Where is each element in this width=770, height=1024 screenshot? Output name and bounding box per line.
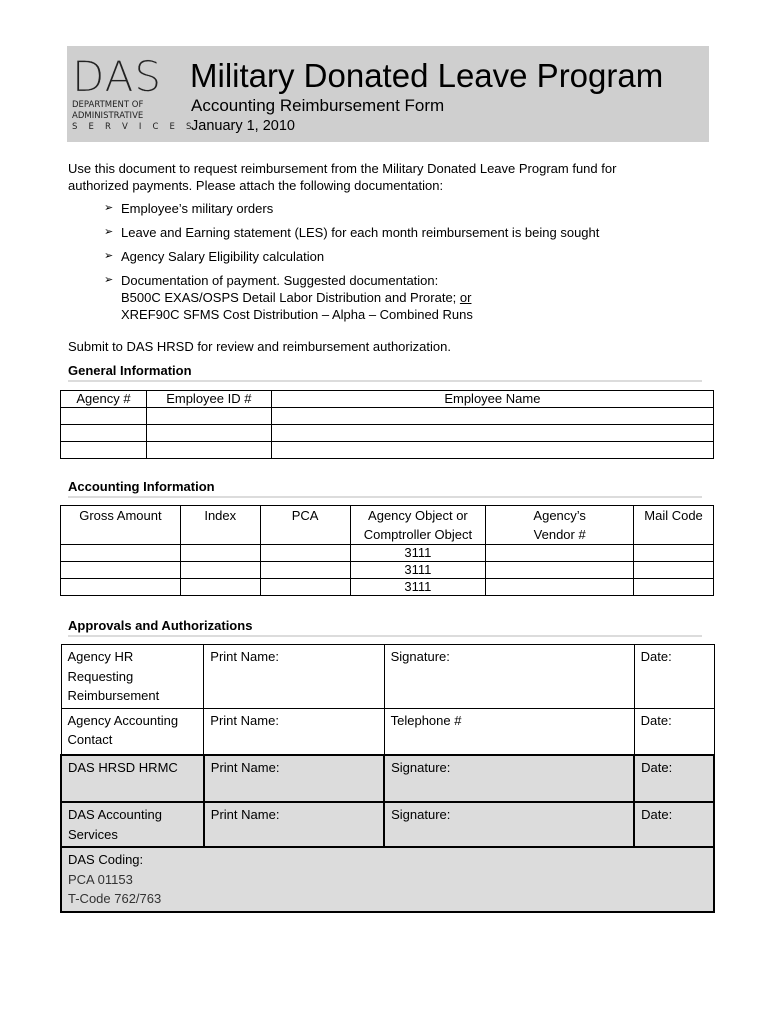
das-coding-cell bbox=[61, 847, 714, 912]
gross-amount-cell[interactable] bbox=[61, 579, 181, 596]
or-underlined: or bbox=[459, 290, 472, 305]
form-title: Military Donated Leave Program bbox=[190, 57, 664, 94]
section-title-general: General Information bbox=[68, 363, 192, 378]
logo-line-1: DEPARTMENT OF bbox=[72, 100, 144, 110]
arrow-bullet-icon: ➢ bbox=[104, 202, 114, 214]
employee-name-input-cell[interactable] bbox=[271, 408, 713, 425]
accounting-info-table bbox=[60, 505, 714, 596]
approvals-table bbox=[60, 644, 715, 913]
role-cell bbox=[61, 802, 204, 847]
role-cell bbox=[61, 708, 204, 755]
role-line: Agency Accounting bbox=[67, 712, 179, 728]
role-line: DAS HRSD HRMC bbox=[68, 760, 178, 775]
date-field[interactable]: Date: bbox=[634, 645, 714, 709]
pca-cell[interactable] bbox=[260, 545, 350, 562]
form-date: January 1, 2010 bbox=[191, 118, 295, 134]
das-coding-row bbox=[61, 847, 714, 912]
print-name-field[interactable]: Print Name: bbox=[204, 708, 384, 755]
logo-line-3: S E R V I C E S bbox=[72, 122, 196, 132]
table-row bbox=[61, 425, 714, 442]
header-line: Agency Object or bbox=[368, 508, 468, 523]
section-divider bbox=[68, 496, 702, 498]
table-row bbox=[61, 408, 714, 425]
role-line: Reimbursement bbox=[67, 688, 160, 703]
col-header-vendor bbox=[486, 506, 634, 545]
date-field[interactable]: Date: bbox=[634, 755, 714, 802]
employee-id-input-cell[interactable] bbox=[146, 425, 271, 442]
telephone-field[interactable]: Telephone # bbox=[384, 708, 634, 755]
mail-code-cell[interactable] bbox=[634, 562, 714, 579]
index-cell[interactable] bbox=[180, 545, 260, 562]
logo-line-2: ADMINISTRATIVE bbox=[72, 111, 144, 121]
bullet-item: Leave and Earning statement (LES) for each month reimbursement is being sought bbox=[121, 225, 600, 240]
table-row bbox=[61, 579, 714, 596]
arrow-bullet-icon: ➢ bbox=[104, 250, 114, 262]
print-name-field[interactable]: Print Name: bbox=[204, 755, 384, 802]
vendor-cell[interactable] bbox=[486, 562, 634, 579]
col-header-pca: PCA bbox=[260, 506, 350, 545]
bullet-text: B500C EXAS/OSPS Detail Labor Distribution and Prorate; bbox=[121, 290, 460, 305]
index-cell[interactable] bbox=[180, 579, 260, 596]
employee-name-input-cell[interactable] bbox=[271, 442, 713, 459]
employee-id-input-cell[interactable] bbox=[146, 442, 271, 459]
table-row bbox=[61, 708, 714, 755]
print-name-field[interactable]: Print Name: bbox=[204, 802, 384, 847]
col-header-object bbox=[350, 506, 486, 545]
col-header-agency: Agency # bbox=[61, 391, 147, 408]
employee-id-input-cell[interactable] bbox=[146, 408, 271, 425]
signature-field[interactable]: Signature: bbox=[384, 802, 634, 847]
intro-line-1: Use this document to request reimbursement from the Military Donated Leave Program fund for bbox=[68, 161, 617, 176]
index-cell[interactable] bbox=[180, 562, 260, 579]
object-cell: 3111 bbox=[350, 545, 486, 562]
submit-instructions: Submit to DAS HRSD for review and reimbursement authorization. bbox=[68, 339, 451, 354]
section-divider bbox=[68, 380, 702, 382]
object-cell: 3111 bbox=[350, 579, 486, 596]
das-logo bbox=[72, 52, 196, 136]
role-line: Services bbox=[68, 826, 118, 842]
pca-cell[interactable] bbox=[260, 579, 350, 596]
date-field[interactable]: Date: bbox=[634, 802, 714, 847]
signature-field[interactable]: Signature: bbox=[384, 645, 634, 709]
das-coding-tcode: T-Code 762/763 bbox=[68, 891, 162, 906]
pca-cell[interactable] bbox=[260, 562, 350, 579]
role-cell bbox=[61, 755, 204, 802]
bullet-item: Documentation of payment. Suggested documentation: bbox=[121, 273, 439, 288]
col-header-mail-code: Mail Code bbox=[634, 506, 714, 545]
date-field[interactable]: Date: bbox=[634, 708, 714, 755]
table-row bbox=[61, 802, 714, 847]
agency-input-cell[interactable] bbox=[61, 408, 147, 425]
mail-code-cell[interactable] bbox=[634, 545, 714, 562]
employee-name-input-cell[interactable] bbox=[271, 425, 713, 442]
signature-field[interactable]: Signature: bbox=[384, 755, 634, 802]
vendor-cell[interactable] bbox=[486, 545, 634, 562]
role-line: DAS Accounting bbox=[68, 807, 162, 822]
col-header-gross-amount: Gross Amount bbox=[61, 506, 181, 545]
general-info-table bbox=[60, 390, 714, 459]
mail-code-cell[interactable] bbox=[634, 579, 714, 596]
form-subtitle: Accounting Reimbursement Form bbox=[191, 96, 445, 115]
col-header-employee-name: Employee Name bbox=[271, 391, 713, 408]
bullet-item-continued bbox=[121, 289, 471, 306]
print-name-field[interactable]: Print Name: bbox=[204, 645, 384, 709]
role-line: Requesting bbox=[67, 668, 134, 684]
section-title-accounting: Accounting Information bbox=[68, 479, 215, 494]
bullet-item: Agency Salary Eligibility calculation bbox=[121, 249, 325, 264]
role-line: Contact bbox=[67, 732, 113, 747]
bullet-item: Employee’s military orders bbox=[121, 201, 274, 216]
table-row bbox=[61, 442, 714, 459]
bullet-item-continued: XREF90C SFMS Cost Distribution – Alpha – Combined Runs bbox=[121, 307, 473, 322]
vendor-cell[interactable] bbox=[486, 579, 634, 596]
object-cell: 3111 bbox=[350, 562, 486, 579]
gross-amount-cell[interactable] bbox=[61, 545, 181, 562]
gross-amount-cell[interactable] bbox=[61, 562, 181, 579]
das-coding-title: DAS Coding: bbox=[68, 852, 144, 867]
table-row bbox=[61, 755, 714, 802]
table-row bbox=[61, 645, 714, 709]
logo-letters: DAS bbox=[72, 52, 162, 101]
section-title-approvals: Approvals and Authorizations bbox=[68, 618, 253, 633]
col-header-employee-id: Employee ID # bbox=[146, 391, 271, 408]
header-line: Comptroller Object bbox=[363, 527, 473, 542]
agency-input-cell[interactable] bbox=[61, 425, 147, 442]
section-divider bbox=[68, 635, 702, 637]
agency-input-cell[interactable] bbox=[61, 442, 147, 459]
table-row bbox=[61, 545, 714, 562]
col-header-index: Index bbox=[180, 506, 260, 545]
header-banner bbox=[67, 46, 709, 142]
table-row bbox=[61, 562, 714, 579]
header-line: Agency’s bbox=[533, 508, 586, 523]
arrow-bullet-icon: ➢ bbox=[104, 226, 114, 238]
role-cell bbox=[61, 645, 204, 709]
header-line: Vendor # bbox=[533, 527, 586, 542]
role-line: Agency HR bbox=[67, 649, 134, 664]
das-coding-pca: PCA 01153 bbox=[68, 871, 133, 887]
intro-line-2: authorized payments. Please attach the following documentation: bbox=[68, 178, 444, 193]
arrow-bullet-icon: ➢ bbox=[104, 274, 114, 286]
